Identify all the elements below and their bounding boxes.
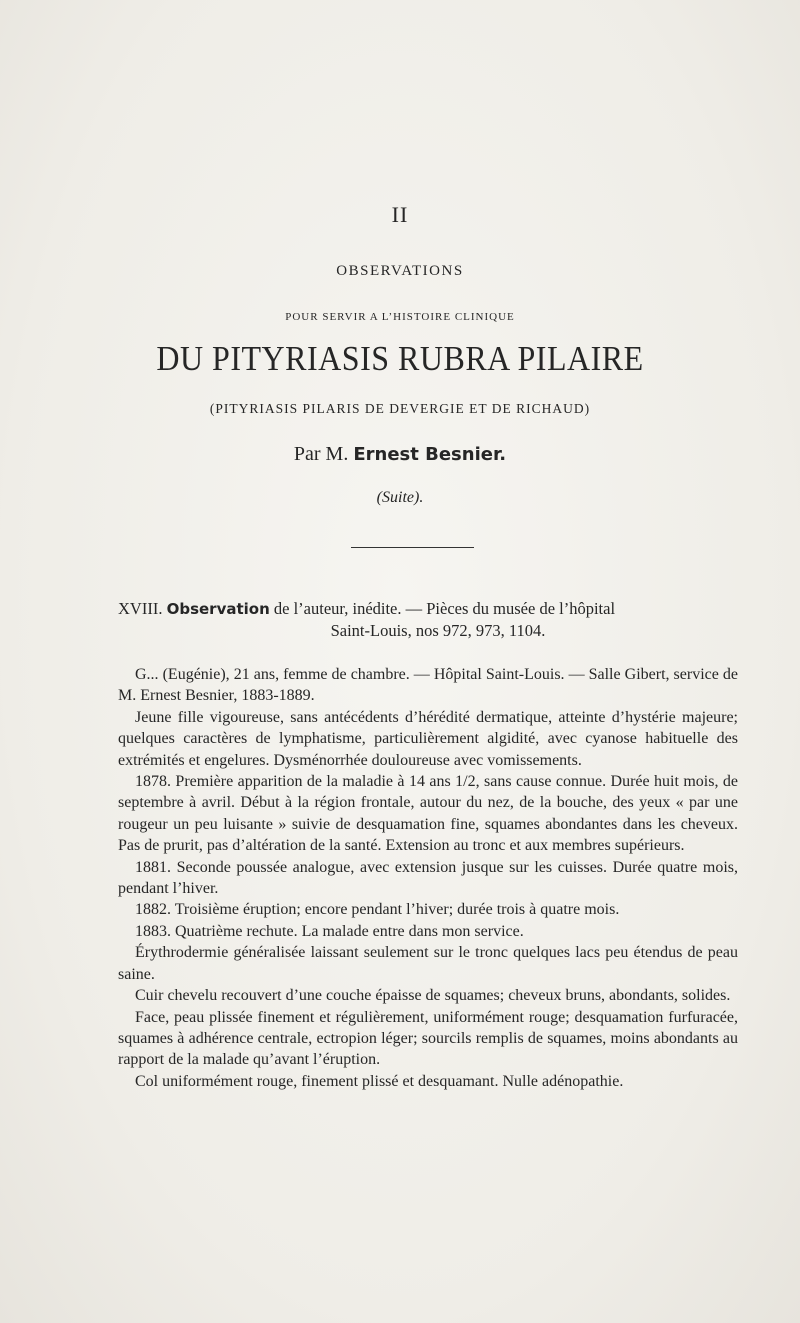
- paragraph: 1883. Quatrième rechute. La malade entre dans mon service.: [135, 922, 524, 940]
- author-prefix: Par M.: [293, 443, 349, 465]
- chapter-numeral: II: [391, 202, 409, 227]
- subtitle: POUR SERVIR A L’HISTOIRE CLINIQUE: [285, 311, 515, 323]
- paragraph: 1882. Troisième éruption; encore pendant l’hiver; durée trois à quatre mois.: [135, 901, 620, 919]
- section-divider: [351, 547, 474, 548]
- paragraph: 1878. Première apparition de la maladie à 14 ans 1/2, sans cause connue. Durée huit mois, de septembre à avril. Début à la région frontale, autour du nez, de la bouche, des yeux « par une rougeur un peu luisante » suivie de desquamation fine, squames abondantes dans les cheveux. Pas de prurit, pas d’altération de la santé. Extension au tronc et aux membres supérieurs.: [118, 773, 738, 855]
- paragraph: G... (Eugénie), 21 ans, femme de chambre. — Hôpital Saint-Louis. — Salle Gibert, service de M. Ernest Besnier, 1883-1889.: [118, 666, 738, 705]
- paragraph: 1881. Seconde poussée analogue, avec extension jusque sur les cuisses. Durée quatre mois, pendant l’hiver.: [118, 858, 738, 898]
- observation-heading: [118, 598, 738, 642]
- observation-heading-rest: de l’auteur, inédite. — Pièces du musée de l’hôpital: [273, 599, 616, 618]
- observation-heading-line2: Saint-Louis, nos 972, 973, 1104.: [330, 621, 546, 640]
- observation-number: XVIII.: [118, 599, 163, 618]
- author-line: [0, 443, 800, 466]
- observation-heading-line1: [118, 598, 738, 620]
- paragraph: Col uniformément rouge, finement plissé et desquamant. Nulle adénopathie.: [135, 1072, 624, 1090]
- observation-label: Observation: [166, 600, 270, 618]
- alternate-name: (PITYRIASIS PILARIS DE DEVERGIE ET DE RICHAUD): [209, 401, 591, 416]
- main-title: DU PITYRIASIS RUBRA PILAIRE: [156, 338, 644, 378]
- paragraph: Érythrodermie généralisée laissant seulement sur le tronc quelques lacs peu étendus de peau saine.: [118, 944, 738, 983]
- paragraph: Jeune fille vigoureuse, sans antécédents d’hérédité dermatique, atteinte d’hystérie majeure; quelques caractères de lymphatisme, particulièrement algidité, avec cyanose habituelle des extrémités et engelures. Dysménorrhée douloureuse avec vomissements.: [118, 708, 738, 769]
- continued-note: (Suite).: [376, 489, 424, 506]
- series-title: OBSERVATIONS: [336, 263, 464, 279]
- observation-body: [118, 664, 738, 1092]
- paragraph: Cuir chevelu recouvert d’une couche épaisse de squames; cheveux bruns, abondants, solides.: [135, 987, 731, 1005]
- author-name: Ernest Besnier.: [353, 444, 507, 465]
- paragraph: Face, peau plissée finement et régulièrement, uniformément rouge; desquamation furfuracée, squames à adhérence centrale, ectropion léger; sourcils remplis de squames, moins abondants au rapport de la malade qu’avant l’éruption.: [118, 1008, 738, 1069]
